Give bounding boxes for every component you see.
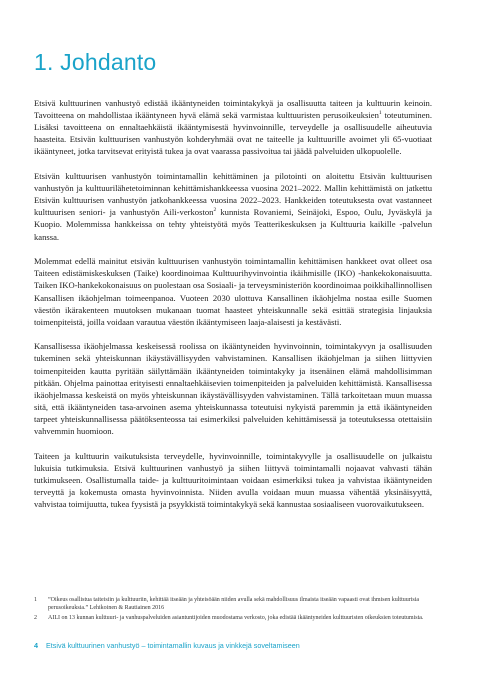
footnote-2 [34,614,432,622]
footnotes [34,596,432,623]
paragraph-text: Molemmat edellä mainitut etsivän kulttuurisen vanhustyön toimintamallin kehittämisen hankkeet ovat olleet osa Taiteen edistämiskeskuksen (Taike) koordinoimaa Kulttuurihyvinvointia ikäihmisille (IKO) -hankekokonaisuutta. Taiken IKO-hankekokonaisuus on puolestaan osa Sosiaali- ja terveysministeriön koordinoimaa poikkihallinnollisen Kansallisen ikäohjelman toimeenpanoa. Vuoteen 2030 ulottuva Kansallinen ikäohjelma nostaa esille Suomen väestön ikärakenteen muutoksen mukanaan tuomat haasteet yhteiskunnalle sekä esittää strategisia linjauksia toimenpiteistä, joilla voidaan varautua väestön ikääntymiseen laaja-alaisesti ja kestävästi. [34,256,432,327]
running-title: Etsivä kulttuurinen vanhustyö – toimintamallin kuvaus ja vinkkejä soveltamiseen [46,641,300,650]
footnote-text: AILI on 13 kunnan kulttuuri- ja vanhuspalveluiden asiantuntijoiden muodostama verkosto, joka edistää ikääntyneiden kulttuuristen oikeuksien toteutumista. [48,614,424,621]
footnote-ref-2[interactable]: 2 [213,207,217,214]
paragraph-text: Etsivä kulttuurinen vanhustyö edistää ikääntyneiden toimintakykyä ja osallisuutta taiteen ja kulttuurin keinoin. Tavoitteena on mahdollistaa ikääntyneen hyvä elämä sekä varmistaa kulttuuristen perusoikeuksien [34,98,432,121]
body-text [34,97,432,523]
paragraph-5 [34,450,432,510]
footnote-1 [34,596,432,612]
footnote-number: 1 [34,597,37,603]
paragraph-text: Kansallisessa ikäohjelmassa keskeisessä roolissa on ikääntyneiden hyvinvoinnin, toimintakyvyn ja osallisuuden tukeminen sekä yhteiskunnan ikäystävällisyyden vahvistaminen. Kansallisen ikäohjelman ja siihen liittyvien toimenpiteiden kautta pyritään säilyttämään ikääntyneiden toimintakyky ja itsenäinen elämä mahdollisimman pitkään. Ohjelma painottaa erityisesti ennaltaehkäisevien toimenpiteiden ja palveluiden kehittämistä. Kansallisessa ikäohjelmassa keskeistä on myös yhteiskunnan ikäystävällisyyden vahvistaminen. Tällä tarkoitetaan muun muassa sitä, että ikääntyneiden tasa-arvoinen asema yhteiskunnassa toteutuisi nykyistä paremmin ja että ikääntyneiden tarpeet yhteiskunnallisessa päätöksenteossa tai esimerkiksi palveluiden kehittämisessä ja toteutuksessa otettaisiin vahvemmin huomioon. [34,341,432,437]
paragraph-3 [34,255,432,328]
page-title: 1. Johdanto [34,49,157,75]
paragraph-text: toteutuminen. Lisäksi tavoitteena on ennaltaehkäistä ikääntymisestä hyvinvoinnille, terveydelle ja osallisuudelle aiheutuvia haasteita. Etsivän kulttuurisen vanhustyön kohderyhmää ovat ne taiteelle ja kulttuurille avoimet yli 65-vuotiaat ikääntyneet, jotka tarvitsevat erityistä tukea ja ovat vaarassa passivoitua tai jäädä palveluiden ulkopuolelle. [34,110,432,157]
page-number: 4 [34,641,38,650]
paragraph-1 [34,97,432,157]
page-footer [34,641,454,651]
paragraph-text: Taiteen ja kulttuurin vaikutuksista terveydelle, hyvinvoinnille, toimintakyvylle ja osallisuudelle on julkaistu lukuisia tutkimuksia. Etsivä kulttuurinen vanhustyö ja siihen liittyvä toimintamalli nojaavat vahvasti tähän tutkimukseen. Osallistumalla taide- ja kulttuuritoimintaan voidaan esimerkiksi tukea ja vahvistaa ikääntyneiden terveyttä ja kokemusta omasta hyvinvoinnista. Niiden avulla voidaan muun muassa vähentää yksinäisyyttä, vahvistaa toimijuutta, tukea fyysistä ja psyykkistä toimintakykyä sekä kannustaa sosiaaliseen vuorovaikutukseen. [34,450,432,510]
paragraph-text: Etsivän kulttuurisen vanhustyön toimintamallin kehittäminen ja pilotointi on aloitettu Etsivän kulttuurisen vanhustyön ja kulttuurilähetetoiminnan kehittämishankkeessa vuosina 2021–2022. Mallin kehittämistä on jatkettu Etsivän kulttuurisen vanhustyön jatkohankkeessa vuosina 2022–2023. Hankkeiden toteutuksesta ovat vastanneet kulttuurisen seniori- ja vanhustyön Aili-verkoston [34,171,432,218]
paragraph-2 [34,170,432,243]
footnote-number: 2 [34,614,37,621]
footnote-ref-1[interactable]: 1 [378,110,382,117]
paragraph-4 [34,340,432,437]
footnote-text: ”Oikeus osallistua taiteisiin ja kulttuuriin, kehittää itseään ja yhteisöään niiden avulla sekä mahdollisuus ilmaista itseään vapaasti ovat ihmisen kulttuurisia perusoikeuksia.” Lehikoinen & Rautiainen 2016 [48,597,420,611]
paragraph-text: kunnista Rovaniemi, Seinäjoki, Espoo, Oulu, Jyväskylä ja Kuopio. Molemmissa hankkeissa on tehty yhteistyötä myös Teatterikeskuksen ja Kulttuuria kaikille -palvelun kanssa. [34,207,432,242]
